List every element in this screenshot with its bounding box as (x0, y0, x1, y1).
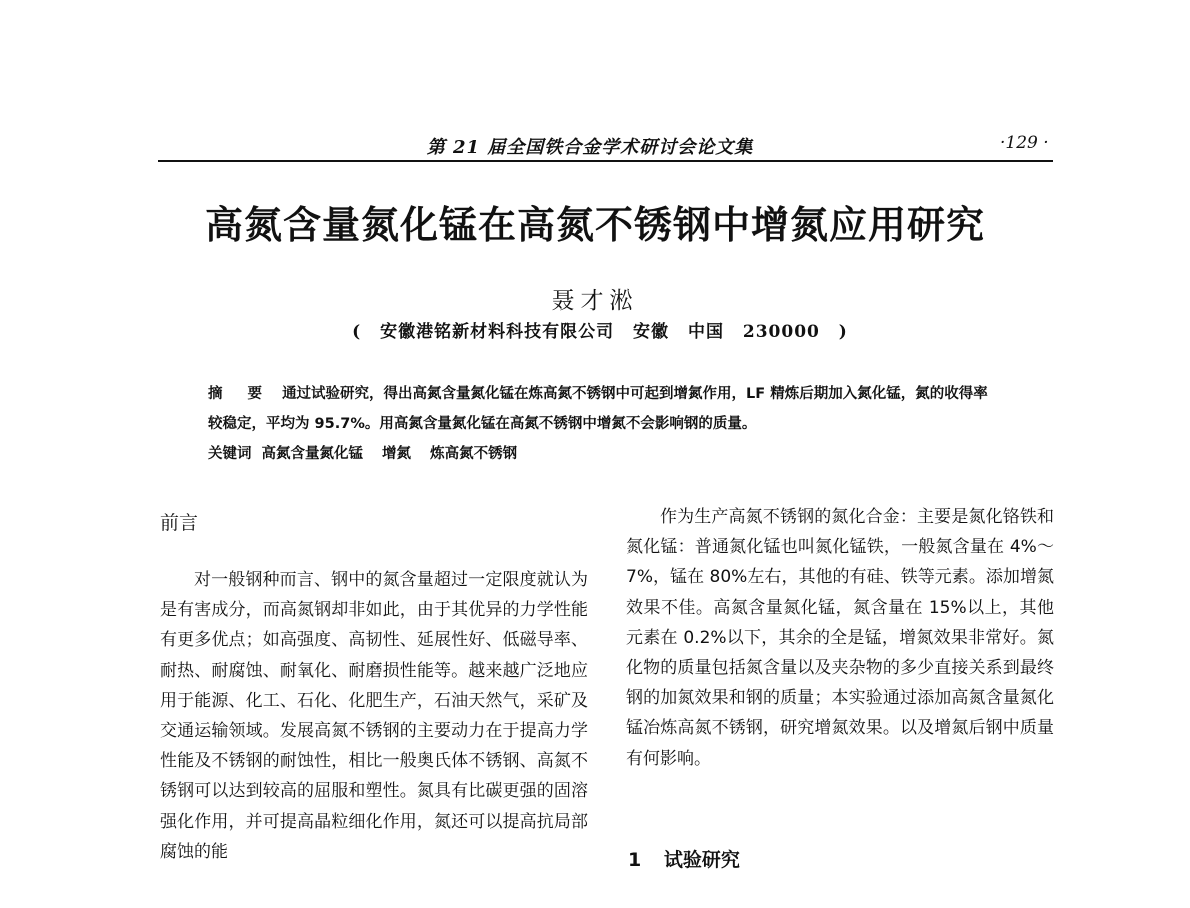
header-rule (158, 160, 1053, 162)
keywords-label: 关键词 (208, 446, 252, 462)
intro-paragraph-right: 作为生产高氮不锈钢的氮化合金：主要是氮化铬铁和氮化锰：普通氮化锰也叫氮化锰铁，一般氮含量在 4%～7%，锰在 80%左右，其他的有硅、铁等元素。添加增氮效果不佳。高氮含量氮化锰，氮含量在 15%以上，其他元素在 0.2%以下，其余的全是锰，增氮效果非常好。氮化物的质量包括氮含量以及夹杂物的多少直接关系到最终钢的加氮效果和钢的质量；本实验通过添加高氮含量氮化锰冶炼高氮不锈钢，研究增氮效果。以及增氮后钢中质量有何影响。 (626, 507, 1054, 769)
section-1-heading: 1 试验研究 (628, 849, 740, 871)
right-column (626, 502, 1054, 774)
abstract (208, 379, 990, 439)
keywords-text: 高氮含量氮化锰 增氮 炼高氮不锈钢 (261, 446, 518, 462)
intro-heading: 前言 (160, 512, 199, 534)
proceedings-title: 第 21 届全国铁合金学术研讨会论文集 (426, 137, 754, 158)
intro-paragraph-left: 对一般钢种而言、钢中的氮含量超过一定限度就认为是有害成分，而高氮钢却非如此，由于其优异的力学性能有更多优点；如高强度、高韧性、延展性好、低磁导率、耐热、耐腐蚀、耐氧化、耐磨损性能等。越来越广泛地应用于能源、化工、石化、化肥生产，石油天然气，采矿及交通运输领域。发展高氮不锈钢的主要动力在于提高力学性能及不锈钢的耐蚀性，相比一般奥氏体不锈钢、高氮不锈钢可以达到较高的屈服和塑性。氮具有比碳更强的固溶强化作用，并可提高晶粒细化作用，氮还可以提高抗局部腐蚀的能 (160, 570, 588, 862)
affiliation: ( 安徽港铭新材料科技有限公司 安徽 中国 230000 ) (352, 322, 848, 342)
author: 聂才淞 (551, 288, 639, 314)
abstract-text: 通过试验研究，得出高氮含量氮化锰在炼高氮不锈钢中可起到增氮作用，LF 精炼后期加入氮化锰，氮的收得率较稳定，平均为 95.7%。用高氮含量氮化锰在高氮不锈钢中增氮不会影响钢的质量。 (208, 386, 988, 432)
page-number: ·129 · (1000, 133, 1049, 153)
keywords (208, 439, 990, 469)
left-column (160, 565, 588, 867)
paper-title: 高氮含量氮化锰在高氮不锈钢中增氮应用研究 (204, 203, 985, 247)
abstract-label: 摘 要 (208, 386, 273, 402)
